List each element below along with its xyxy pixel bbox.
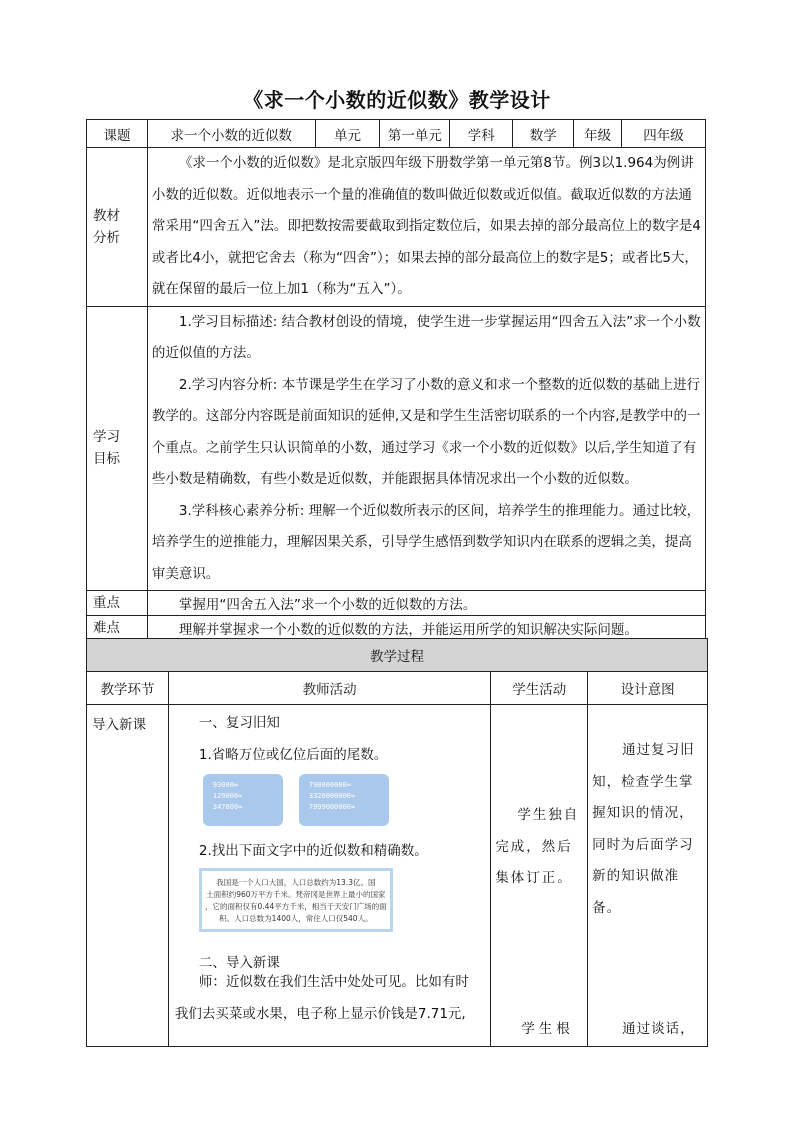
subject-label: 学科 — [450, 120, 513, 148]
news-text-box: 我国是一个人口大国，人口总数约为13.3亿。国 土面积约960万平方千米。梵帝冈是世界上最小的国家 ，它的面积仅有0.44平方千米，相当于天安门广场的面 积。人口总数为1400人，常住人口仅540人。 — [199, 868, 393, 932]
key-point-text: 掌握用“四舍五入法”求一个小数的近似数的方法。 — [147, 591, 705, 616]
lesson-value: 求一个小数的近似数 — [147, 120, 315, 148]
lesson-info-table — [86, 119, 706, 641]
process-heading: 教学过程 — [87, 639, 708, 672]
design-intent-cell — [588, 705, 708, 1047]
grade-label: 年级 — [574, 120, 622, 148]
unit-value: 第一单元 — [380, 120, 450, 148]
design-intent-1: 通过复习旧知，检查学生掌握知识的情况，同时为后面学习新的知识做准备。 — [592, 742, 695, 916]
number-card-1: 93000≈ 129000≈ 347800≈ — [203, 774, 283, 826]
intro-heading: 二、导入新课 — [198, 955, 280, 971]
subject-value: 数学 — [513, 120, 574, 148]
document-title: 《求一个小数的近似数》教学设计 — [243, 88, 551, 112]
material-analysis-text: 《求一个小数的近似数》是北京版四年级下册数学第一单元第8节。例3以1.964为例讲小数的近似数。近似地表示一个量的准确值的数叫做近似数或近似值。截取近似数的方法通常采用“四舍五入”法。即把数按需要截取到指定数位后，如果去掉的部分最高位上的数字是4或者比4小，就把它舍去（称为“四舍”）；如果去掉的部分最高位上的数字是5；或者比5大，就在保留的最后一位上加1（称为“五入”）。 — [151, 155, 701, 297]
teacher-activity-cell — [168, 705, 490, 1047]
question-1: 1.省略万位或亿位后面的尾数。 — [198, 747, 388, 763]
design-intent-2: 通过谈话， — [622, 1021, 695, 1037]
difficulty-text: 理解并掌握求一个小数的近似数的方法，并能运用所学的知识解决实际问题。 — [147, 616, 705, 641]
number-card-2: 790000000≈ 3320000000≈ 7999000000≈ — [299, 774, 389, 826]
question-2: 2.找出下面文字中的近似数和精确数。 — [198, 843, 428, 859]
student-activity-2: 学生根 — [521, 1021, 574, 1037]
col-teacher: 教师活动 — [168, 672, 490, 705]
goal-paragraph-1: 1.学习目标描述: 结合教材创设的情境，使学生进一步掌握运用“四舍五入法”求一个小数的近似值的方法。 — [151, 313, 701, 361]
student-activity-cell — [491, 705, 588, 1047]
review-heading: 一、复习旧知 — [198, 715, 280, 731]
grade-value: 四年级 — [622, 120, 706, 148]
student-activity-1: 学生独自完成，然后集体订正。 — [495, 807, 580, 886]
lesson-label: 课题 — [87, 120, 148, 148]
stage-intro: 导入新课 — [87, 705, 169, 1047]
col-student: 学生活动 — [491, 672, 588, 705]
col-design: 设计意图 — [588, 672, 708, 705]
unit-label: 单元 — [315, 120, 380, 148]
material-label: 教材 分析 — [87, 148, 148, 307]
goal-paragraph-2: 2.学习内容分析: 本节课是学生在学习了小数的意义和求一个整数的近似数的基础上进行教学的。这部分内容既是前面知识的延伸,又是和学生生活密切联系的一个内容,是教学中的一个重点。之前学生只认识简单的小数，通过学习《求一个小数的近似数》以后,学生知道了有些小数是精确数，有些小数是近似数，并能跟据具体情况求出一个小数的近似数。 — [151, 376, 701, 487]
goal-paragraph-3: 3.学科核心素养分析: 理解一个近似数所表示的区间，培养学生的推理能力。通过比较，培养学生的逆推能力，理解因果关系，引导学生感悟到数学知识内在联系的逻辑之美，提高审美意识。 — [151, 502, 701, 582]
col-stage: 教学环节 — [87, 672, 169, 705]
difficulty-label: 难点 — [87, 616, 148, 641]
goals-label: 学习 目标 — [87, 306, 148, 591]
intro-paragraph: 师：近似数在我们生活中处处可见。比如有时我们去买菜或水果，电子称上显示价钱是7.71元, — [174, 974, 469, 1022]
key-point-label: 重点 — [87, 591, 148, 616]
teaching-process-table — [86, 638, 708, 1047]
